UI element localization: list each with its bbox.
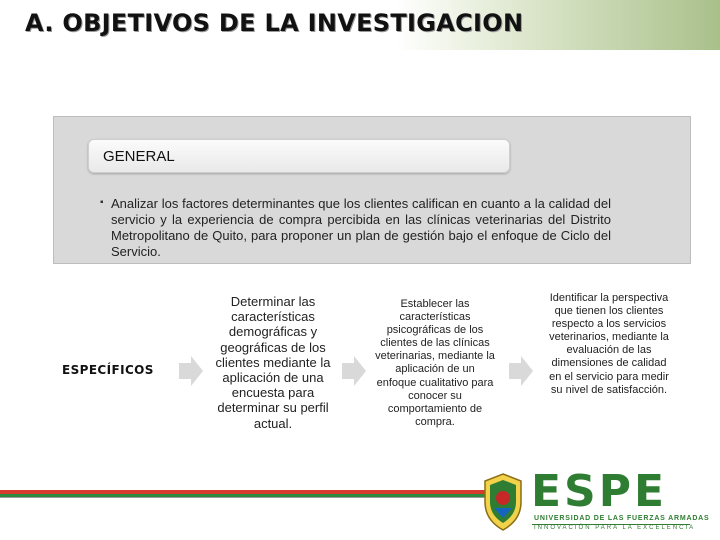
- specific-objective-1: Determinar las características demográficas y geográficas de los clientes mediante la aplicación de una encuesta para determinar su perfil actual.: [215, 294, 331, 431]
- university-name: UNIVERSIDAD DE LAS FUERZAS ARMADAS: [534, 515, 710, 522]
- specific-objective-2: Establecer las características psicográficas de los clientes de las clínicas veterinarias, mediante la aplicación de un enfoque cualitativo para conocer su comportamiento de compra.: [375, 298, 495, 428]
- footer-stripe-grey: [0, 497, 505, 498]
- arrow-right-icon: [509, 356, 533, 386]
- general-objective-text: Analizar los factores determinantes que los clientes califican en cuanto a la calidad del servicio y la experiencia de compra percibida en las clínicas veterinarias del Distrito Metropolitano de Quito, para proponer un plan de gestión bajo el enfoque de Ciclo del Servicio.: [111, 196, 611, 259]
- page-title: A. OBJETIVOS DE LA INVESTIGACION: [25, 9, 524, 37]
- general-label: GENERAL: [103, 148, 175, 165]
- specific-objective-3: Identificar la perspectiva que tienen los clientes respecto a los servicios veterinarios, mediante la evaluación de las dimensiones de calidad en el servicio para medir su nivel de satisfacción.: [549, 292, 669, 396]
- brand-wordmark: ESPE: [531, 466, 668, 517]
- university-tagline: INNOVACIÓN PARA LA EXCELENCIA: [534, 525, 696, 531]
- bullet-icon: ▪: [100, 197, 104, 208]
- arrow-right-icon: [179, 356, 203, 386]
- arrow-right-icon: [342, 356, 366, 386]
- espe-logo: [476, 466, 716, 538]
- university-crest-icon: [480, 472, 526, 534]
- specific-objectives-label: ESPECÍFICOS: [62, 363, 154, 377]
- general-label-bar: [88, 139, 510, 173]
